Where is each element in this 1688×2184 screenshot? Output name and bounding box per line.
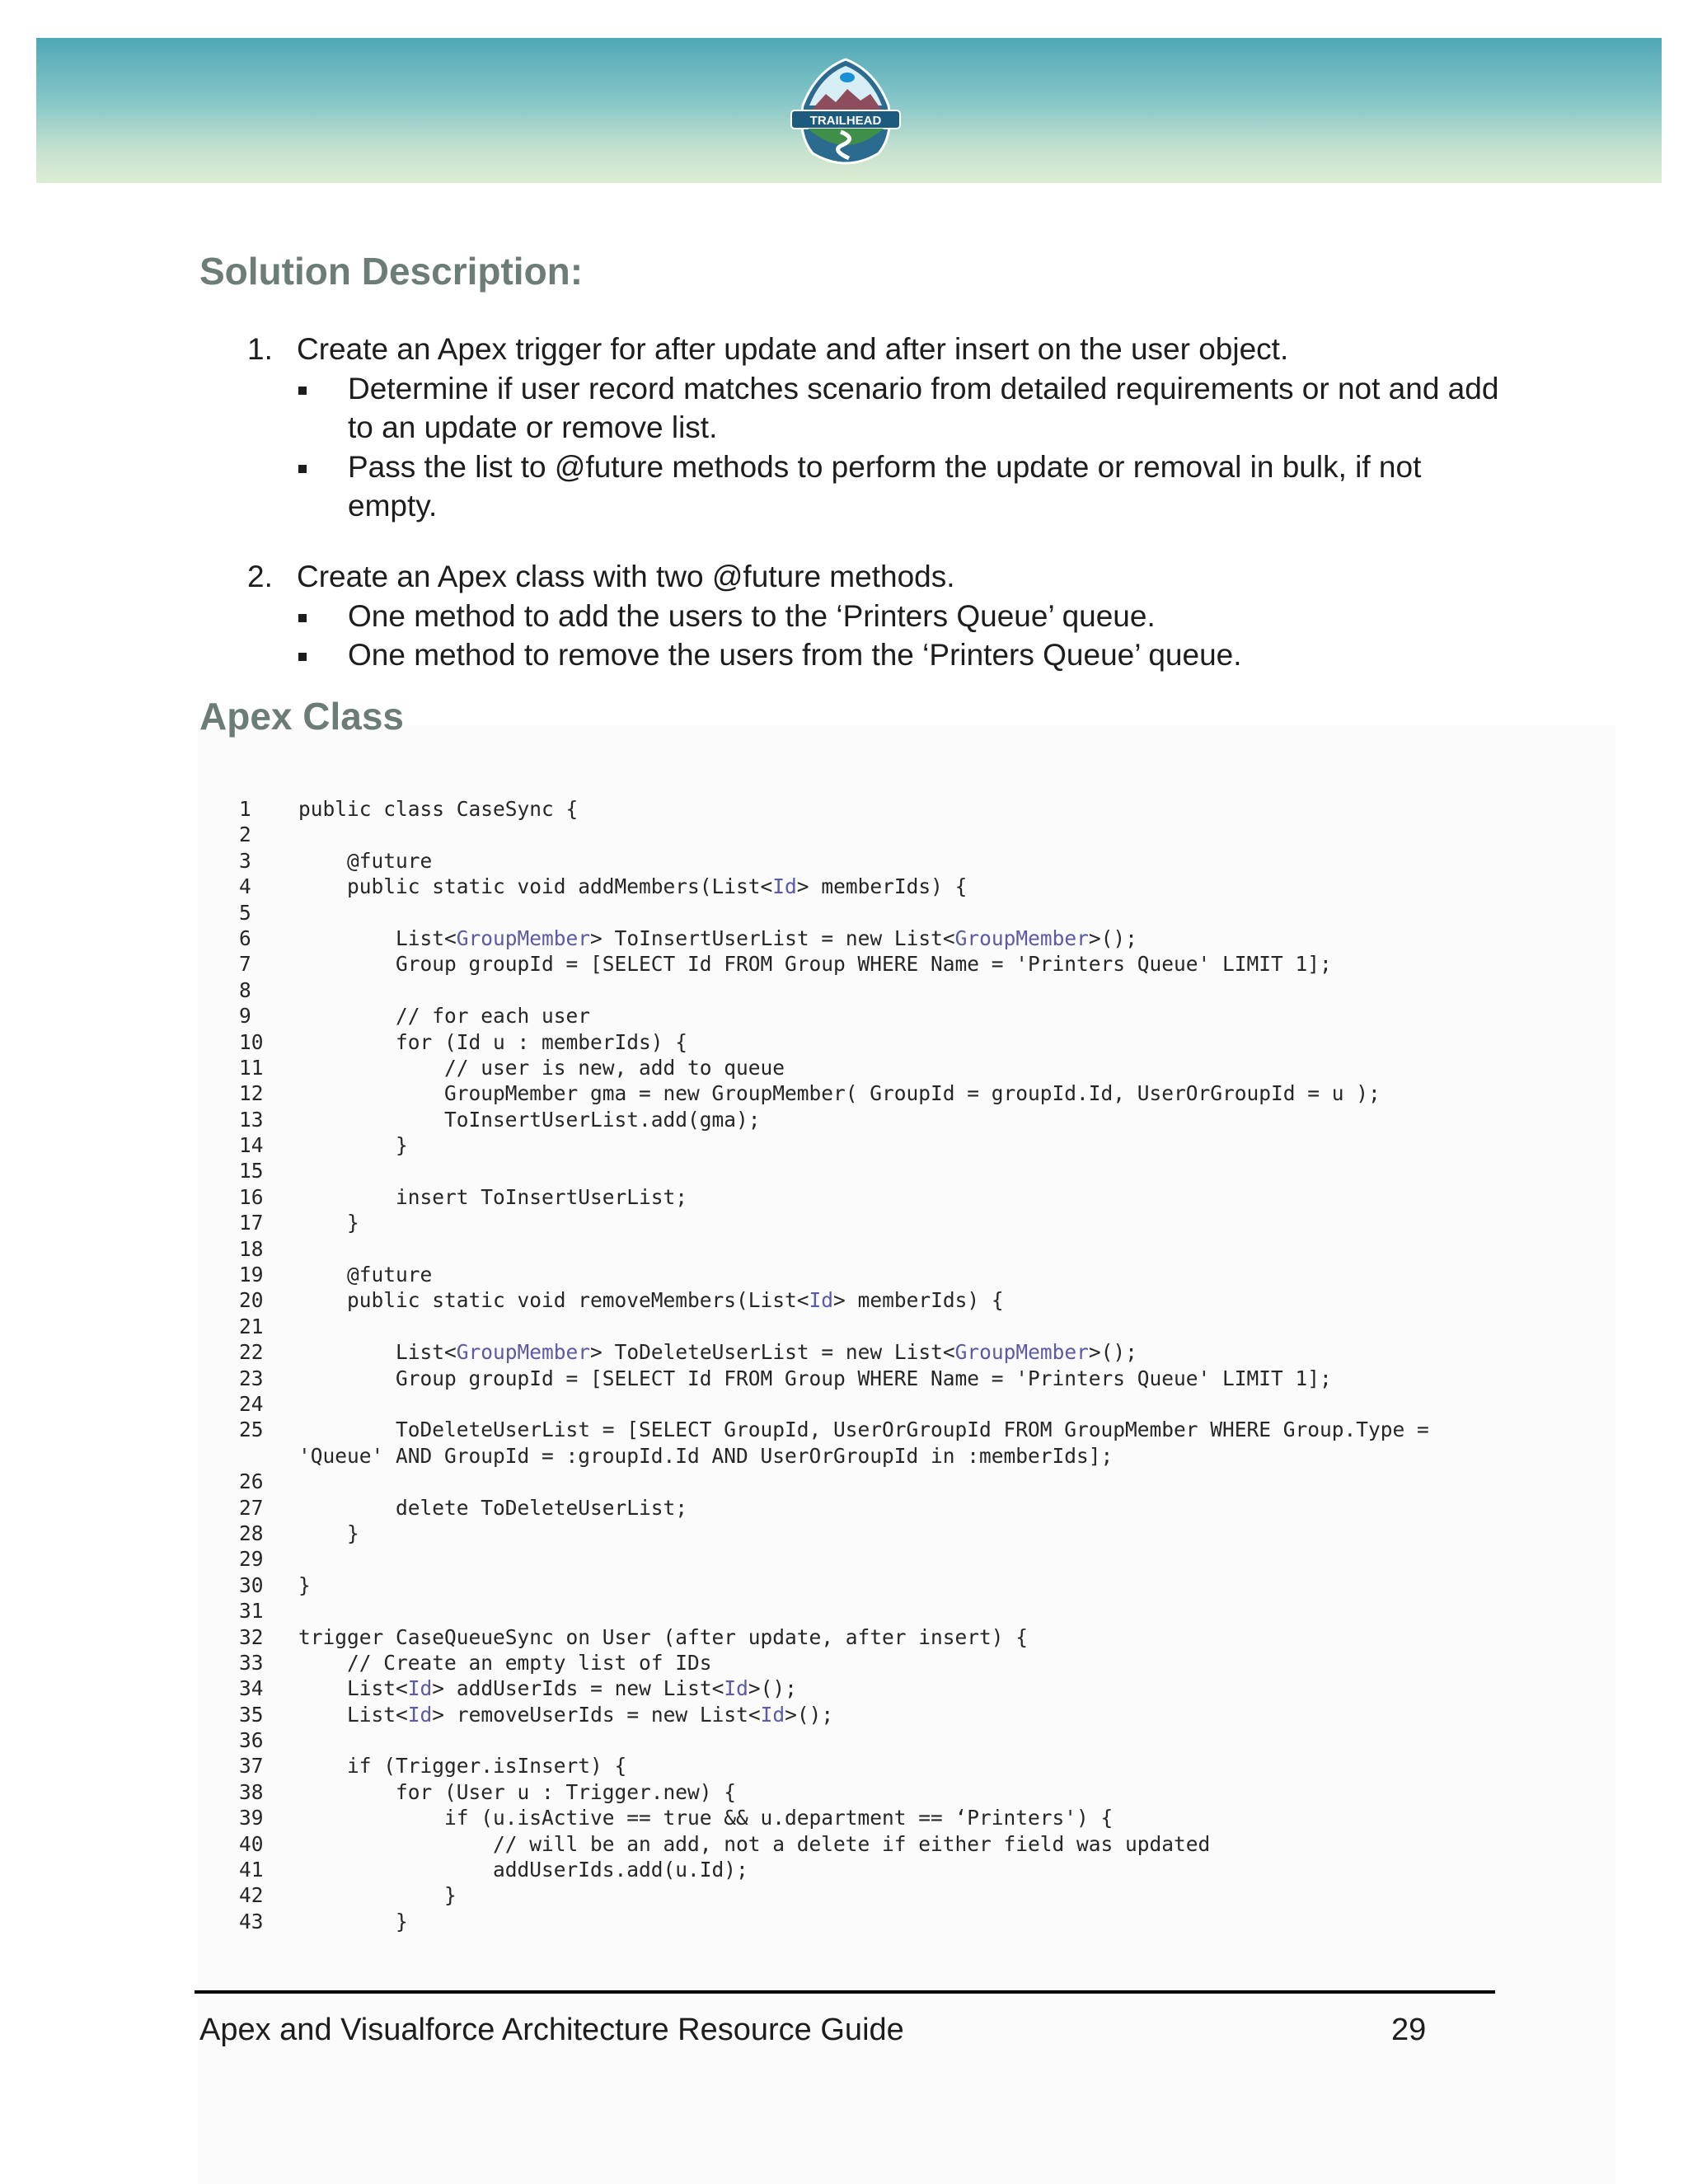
code-text: for (User u : Trigger.new) {: [298, 1779, 737, 1804]
line-number: 5: [239, 900, 251, 925]
code-text: @future: [298, 848, 433, 873]
code-line: [239, 874, 1429, 899]
code-text: if (Trigger.isInsert) {: [298, 1754, 627, 1779]
code-text: insert ToInsertUserList;: [298, 1184, 688, 1209]
code-line: [239, 796, 1429, 822]
code-text: if (u.isActive == true && u.department == ‘Printers') {: [298, 1806, 1114, 1830]
line-number: 27: [239, 1495, 264, 1520]
code-text: Group groupId = [SELECT Id FROM Group WHERE Name = 'Printers Queue' LIMIT 1];: [298, 952, 1332, 977]
list-item-text: Create an Apex class with two @future methods.: [297, 560, 955, 593]
code-line: [239, 1107, 1429, 1132]
line-number: 30: [239, 1572, 264, 1597]
code-text: // for each user: [298, 1004, 591, 1029]
line-number: 12: [239, 1081, 264, 1106]
code-line: [239, 1624, 1429, 1650]
code-line: [239, 1443, 1429, 1469]
code-text: }: [298, 1572, 311, 1597]
code-line: [239, 1909, 1429, 1934]
code-line: [239, 1366, 1429, 1391]
bullet-icon: [298, 465, 307, 473]
svg-text:TRAILHEAD: TRAILHEAD: [809, 114, 882, 128]
code-line: [239, 1702, 1429, 1727]
line-number: 9: [239, 1004, 251, 1029]
line-number: 21: [239, 1314, 264, 1338]
code-line: [239, 951, 1429, 977]
line-number: 34: [239, 1676, 264, 1701]
code-text: // Create an empty list of IDs: [298, 1650, 712, 1675]
code-line: [239, 1210, 1429, 1235]
code-line: [239, 1779, 1429, 1805]
code-text: // will be an add, not a delete if either field was updated: [298, 1831, 1211, 1856]
line-number: 31: [239, 1599, 264, 1624]
line-number: 26: [239, 1469, 264, 1494]
line-number: 37: [239, 1754, 264, 1779]
line-number: 43: [239, 1909, 264, 1933]
line-number: 20: [239, 1288, 264, 1313]
solution-heading: Solution Description:: [199, 250, 584, 293]
line-number: 14: [239, 1133, 264, 1158]
code-line: [239, 1391, 1429, 1417]
line-number: 38: [239, 1779, 264, 1804]
code-block: [239, 796, 1429, 1934]
code-text: // user is new, add to queue: [298, 1055, 785, 1080]
code-line: [239, 848, 1429, 874]
code-text: Group groupId = [SELECT Id FROM Group WHERE Name = 'Printers Queue' LIMIT 1];: [298, 1366, 1332, 1390]
line-number: 18: [239, 1236, 264, 1261]
line-number: 33: [239, 1650, 264, 1675]
line-number: 11: [239, 1055, 264, 1080]
code-text: @future: [298, 1263, 433, 1287]
code-line: [239, 1882, 1429, 1908]
list-subitem: One method to remove the users from the ‘Printers Queue’ queue.: [348, 638, 1242, 672]
page-number: 29: [1391, 2013, 1427, 2047]
code-text: }: [298, 1909, 408, 1933]
cloud-icon: [840, 73, 855, 82]
code-line: [239, 1003, 1429, 1029]
line-number: 25: [239, 1418, 264, 1442]
line-number: 35: [239, 1702, 264, 1727]
line-number: 23: [239, 1366, 264, 1390]
line-number: 3: [239, 848, 251, 873]
code-line: [239, 1417, 1429, 1442]
apex-class-heading: Apex Class: [199, 695, 405, 738]
trailhead-logo: [783, 56, 908, 165]
code-text: public static void addMembers(List<Id> memberIds) {: [298, 874, 968, 899]
code-text: delete ToDeleteUserList;: [298, 1495, 688, 1520]
code-line: [239, 1055, 1429, 1080]
code-line: [239, 977, 1429, 1003]
code-text: addUserIds.add(u.Id);: [298, 1858, 748, 1882]
code-line: [239, 1236, 1429, 1262]
list-subitem: One method to add the users to the ‘Printers Queue’ queue.: [348, 599, 1156, 633]
code-line: [239, 1158, 1429, 1183]
line-number: 29: [239, 1547, 264, 1572]
line-number: 1: [239, 797, 251, 821]
code-text: ToDeleteUserList = [SELECT GroupId, UserOrGroupId FROM GroupMember WHERE Group.Type =: [298, 1418, 1429, 1442]
list-item-text: Create an Apex trigger for after update and after insert on the user object.: [297, 332, 1289, 366]
bullet-icon: [298, 614, 307, 622]
footer-divider: [195, 1990, 1495, 1994]
list-subitem: Pass the list to @future methods to perform the update or removal in bulk, if not empty.: [348, 450, 1422, 523]
line-number: 2: [239, 823, 251, 847]
code-text: }: [298, 1133, 408, 1158]
code-text: ToInsertUserList.add(gma);: [298, 1107, 761, 1132]
code-line: [239, 1132, 1429, 1158]
line-number: 4: [239, 874, 251, 899]
line-number: 16: [239, 1184, 264, 1209]
code-line: [239, 1753, 1429, 1779]
code-line: [239, 1598, 1429, 1624]
line-number: 36: [239, 1728, 264, 1753]
code-text: List<Id> addUserIds = new List<Id>();: [298, 1676, 797, 1701]
code-line: [239, 1546, 1429, 1572]
line-number: 42: [239, 1883, 264, 1908]
line-number: 15: [239, 1159, 264, 1183]
code-line: [239, 1495, 1429, 1521]
code-line: [239, 1727, 1429, 1753]
code-text: List<GroupMember> ToDeleteUserList = new List<GroupMember>();: [298, 1340, 1137, 1365]
code-line: [239, 1262, 1429, 1287]
line-number: 8: [239, 977, 251, 1002]
code-text: List<Id> removeUserIds = new List<Id>();: [298, 1702, 834, 1727]
line-number: 32: [239, 1624, 264, 1649]
line-number: 40: [239, 1831, 264, 1856]
code-text: }: [298, 1211, 359, 1235]
list-subitem: Determine if user record matches scenario from detailed requirements or not and add to an update or remove list.: [348, 372, 1499, 444]
code-line: [239, 1831, 1429, 1857]
line-number: 28: [239, 1521, 264, 1545]
footer-title: Apex and Visualforce Architecture Resource Guide: [199, 2013, 904, 2047]
line-number: 13: [239, 1107, 264, 1132]
code-text: GroupMember gma = new GroupMember( GroupId = groupId.Id, UserOrGroupId = u );: [298, 1081, 1381, 1106]
code-line: [239, 1339, 1429, 1365]
code-text: public static void removeMembers(List<Id> memberIds) {: [298, 1288, 1004, 1313]
code-line: [239, 1675, 1429, 1701]
code-line: [239, 1572, 1429, 1598]
bullet-icon: [298, 653, 307, 661]
code-line: [239, 926, 1429, 951]
line-number: 17: [239, 1211, 264, 1235]
line-number: 24: [239, 1391, 264, 1416]
code-text: }: [298, 1883, 457, 1908]
code-text: for (Id u : memberIds) {: [298, 1029, 688, 1054]
line-number: 39: [239, 1806, 264, 1830]
code-line: [239, 1029, 1429, 1055]
line-number: 6: [239, 926, 251, 950]
line-number: 41: [239, 1858, 264, 1882]
line-number: 10: [239, 1029, 264, 1054]
code-line: [239, 900, 1429, 926]
code-text: 'Queue' AND GroupId = :groupId.Id AND UserOrGroupId in :memberIds];: [298, 1443, 1114, 1468]
line-number: 22: [239, 1340, 264, 1365]
code-line: [239, 1314, 1429, 1339]
bullet-icon: [298, 387, 307, 395]
code-text: }: [298, 1521, 359, 1545]
code-text: List<GroupMember> ToInsertUserList = new List<GroupMember>();: [298, 926, 1137, 950]
code-line: [239, 1469, 1429, 1494]
code-line: [239, 1521, 1429, 1546]
code-line: [239, 822, 1429, 847]
code-line: [239, 1857, 1429, 1882]
code-text: trigger CaseQueueSync on User (after update, after insert) {: [298, 1624, 1029, 1649]
code-line: [239, 1650, 1429, 1675]
code-text: public class CaseSync {: [298, 797, 579, 821]
code-line: [239, 1805, 1429, 1830]
code-line: [239, 1184, 1429, 1210]
line-number: 7: [239, 952, 251, 977]
code-line: [239, 1287, 1429, 1313]
code-line: [239, 1080, 1429, 1106]
line-number: 19: [239, 1263, 264, 1287]
